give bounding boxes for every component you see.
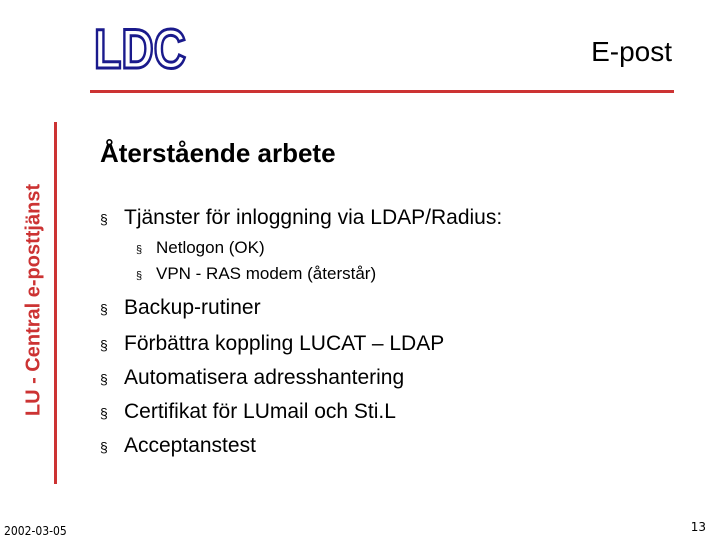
bullet-item [100, 206, 502, 230]
bullet-text: VPN - RAS modem (återstår) [156, 264, 377, 283]
sidebar-vertical-label: LU - Central e-posttjänst [22, 183, 45, 417]
bullet-text: Backup-rutiner [124, 296, 261, 319]
bullet-icon: § [100, 405, 108, 421]
bullet-icon: § [100, 371, 108, 387]
footer-date: 2002-03-05 [4, 524, 67, 538]
bullet-item [100, 400, 396, 424]
sub-bullet-item [136, 264, 376, 284]
header-divider [90, 90, 674, 93]
ldc-logo [90, 17, 190, 80]
bullet-icon: § [100, 439, 108, 455]
sidebar-divider [54, 122, 57, 484]
bullet-icon: § [136, 270, 143, 282]
slide-title: Återstående arbete [100, 138, 336, 168]
bullet-text: Tjänster för inloggning via LDAP/Radius: [124, 206, 503, 229]
bullet-text: Automatisera adresshantering [124, 366, 405, 389]
section-title: E-post [591, 36, 672, 67]
bullet-icon: § [100, 301, 108, 317]
bullet-item [100, 434, 256, 458]
bullet-item [100, 296, 261, 320]
bullet-text: Förbättra koppling LUCAT – LDAP [124, 332, 445, 355]
bullet-icon: § [100, 211, 108, 227]
bullet-icon: § [136, 244, 143, 256]
bullet-text: Acceptanstest [124, 434, 256, 457]
ldc-logo-text: LDC [94, 17, 186, 80]
sub-bullet-item [136, 238, 265, 258]
bullet-icon: § [100, 337, 108, 353]
page-number: 13 [690, 520, 706, 534]
bullet-item [100, 332, 444, 356]
bullet-text: Certifikat för LUmail och Sti.L [124, 400, 396, 423]
bullet-text: Netlogon (OK) [156, 238, 265, 257]
bullet-item [100, 366, 404, 390]
